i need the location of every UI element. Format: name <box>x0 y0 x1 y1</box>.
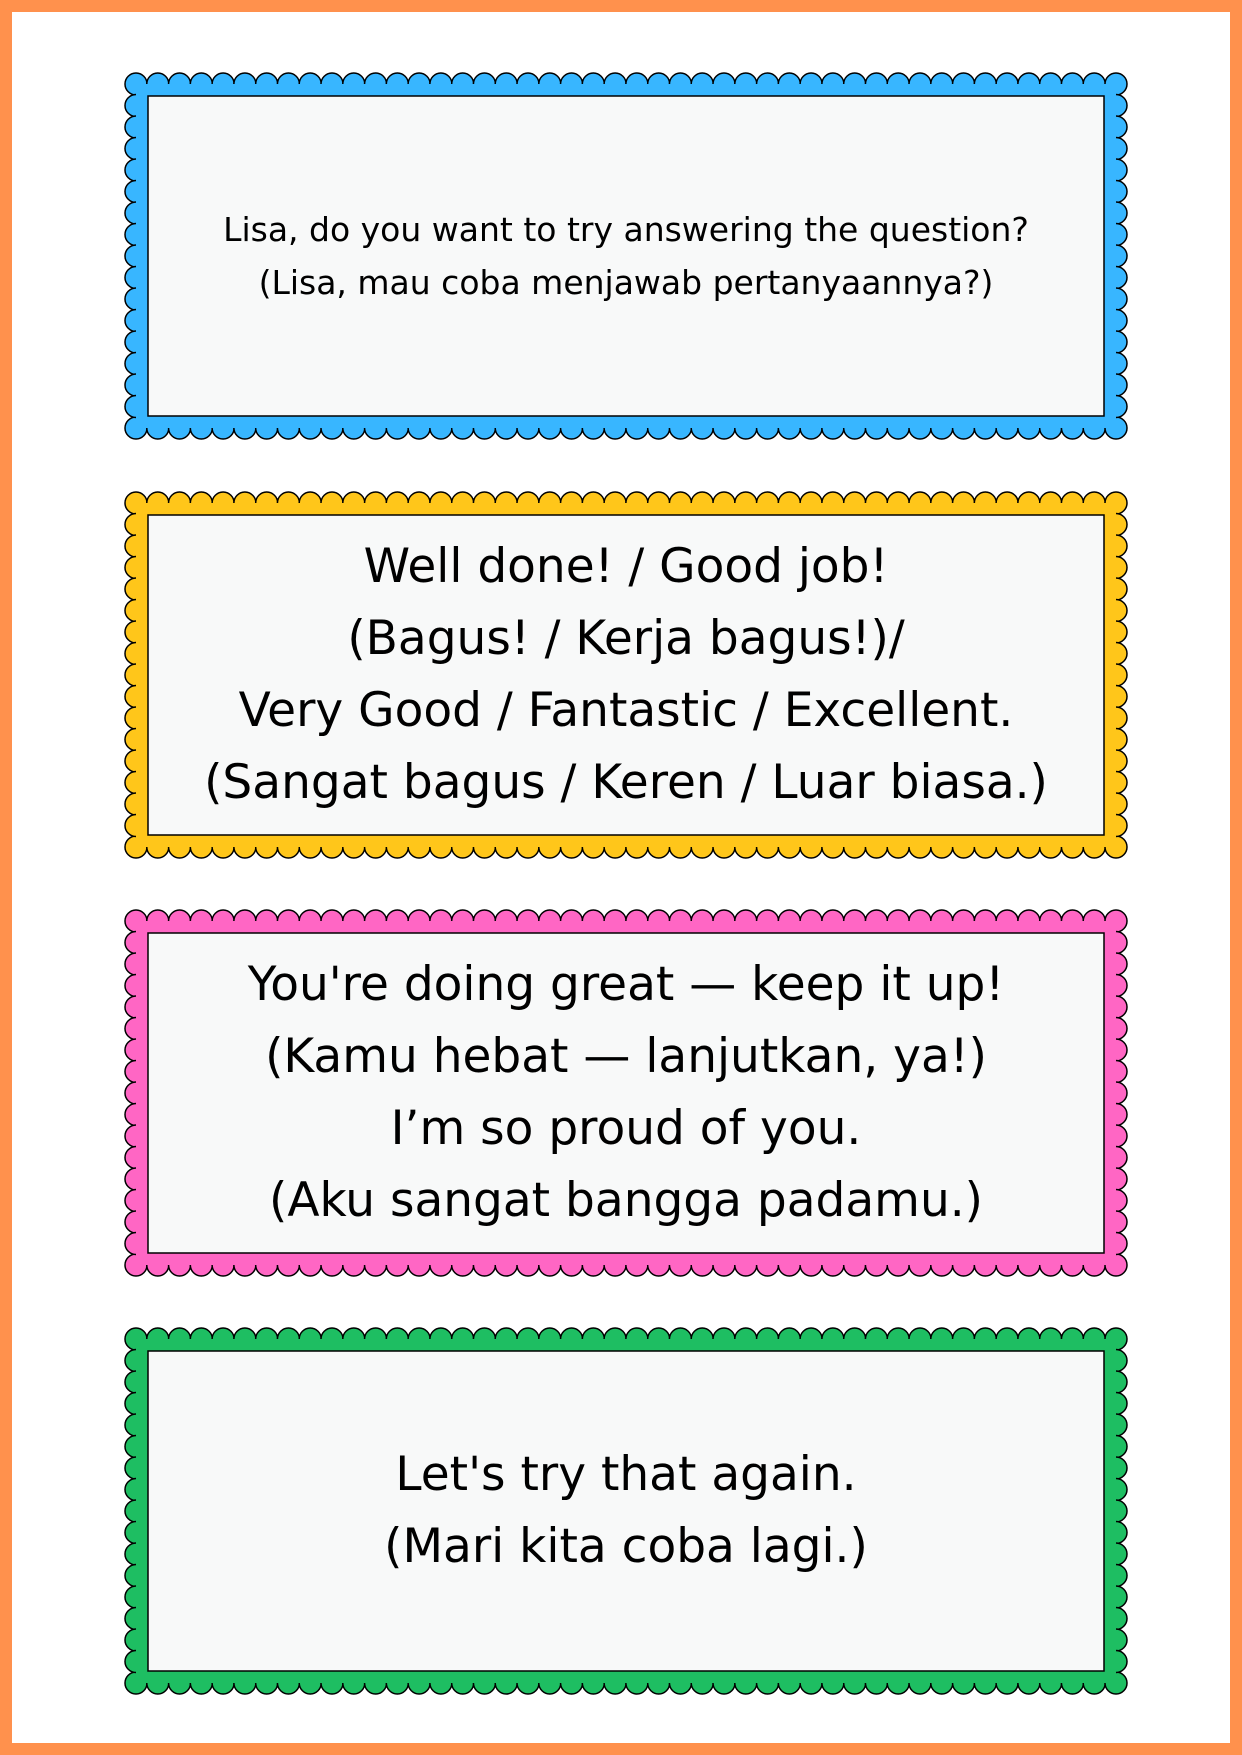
phrase-indonesian: (Sangat bagus / Keren / Luar biasa.) <box>204 755 1048 810</box>
phrase-english: Let's try that again. <box>395 1447 857 1502</box>
phrase-card-invite <box>124 72 1128 440</box>
phrase-card-encourage <box>124 909 1128 1277</box>
phrase-english: Lisa, do you want to try answering the question? <box>223 210 1029 249</box>
phrase-english: Well done! / Good job! <box>363 539 889 594</box>
phrase-card-retry <box>124 1327 1128 1695</box>
phrase-indonesian: (Kamu hebat — lanjutkan, ya!) <box>265 1029 987 1084</box>
phrase-english: You're doing great — keep it up! <box>247 957 1005 1012</box>
phrase-indonesian: (Aku sangat bangga padamu.) <box>268 1173 984 1228</box>
phrase-card-praise <box>124 491 1128 859</box>
card-text-box <box>148 515 1104 835</box>
card-text-box <box>148 933 1104 1253</box>
phrase-english: Very Good / Fantastic / Excellent. <box>238 683 1014 738</box>
card-text-box <box>148 1351 1104 1671</box>
phrase-indonesian: (Mari kita coba lagi.) <box>384 1519 868 1574</box>
phrase-indonesian: (Bagus! / Kerja bagus!)/ <box>347 611 905 666</box>
card-text-box <box>148 96 1104 416</box>
phrase-english: I’m so proud of you. <box>390 1101 862 1156</box>
phrase-indonesian: (Lisa, mau coba menjawab pertanyaannya?) <box>258 263 994 302</box>
